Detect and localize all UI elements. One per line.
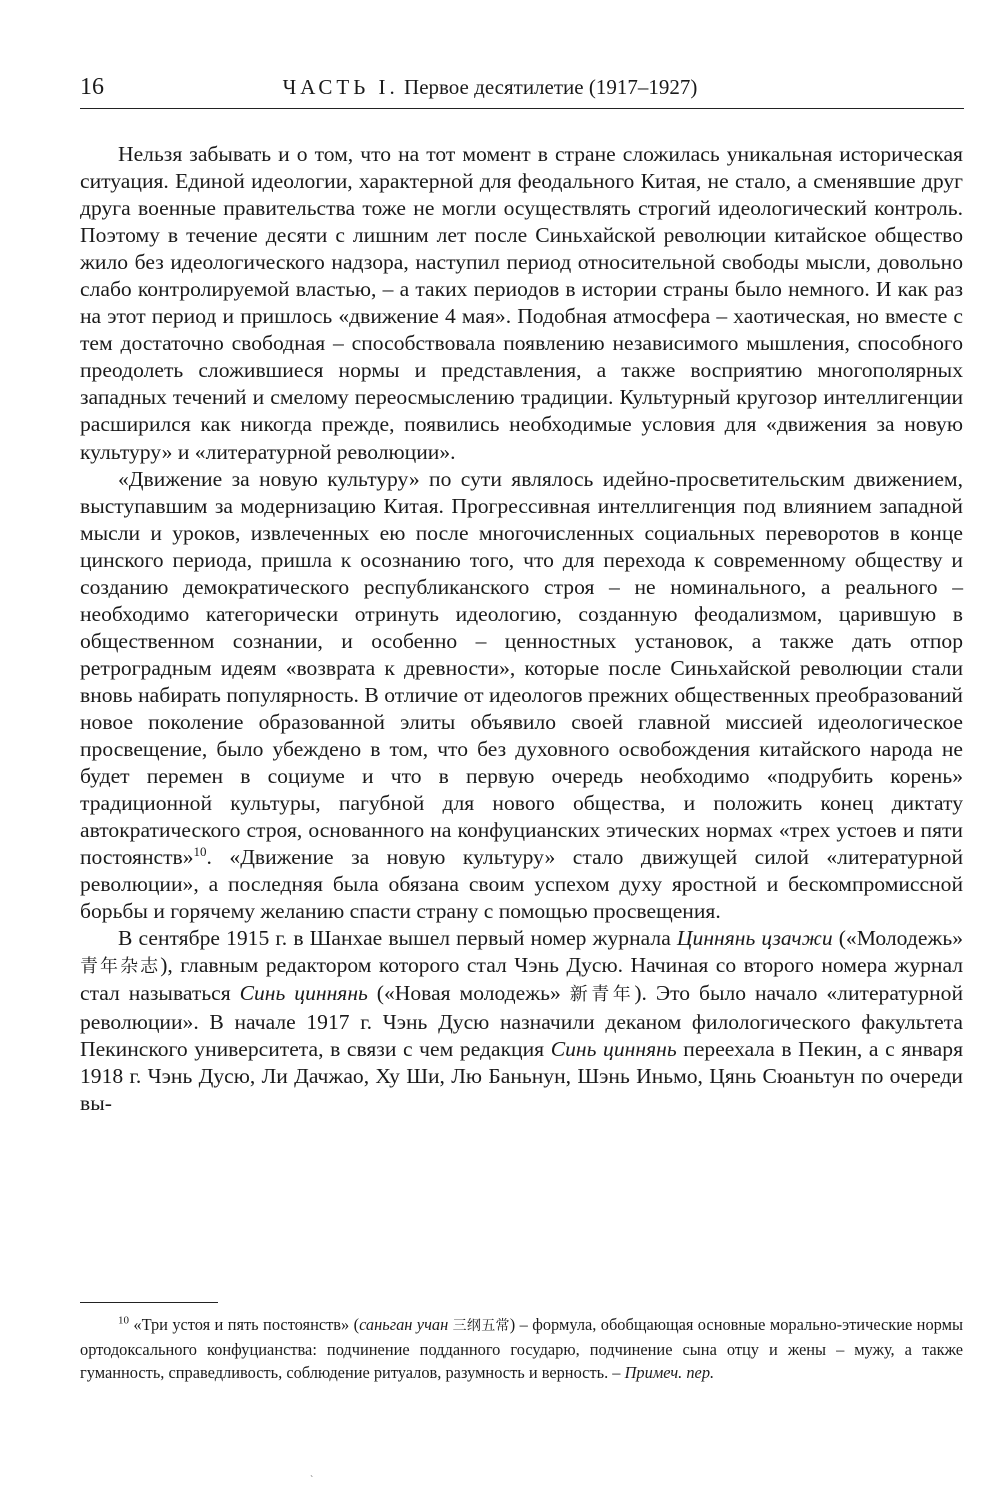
footnote-text-b: ) – формула, обобщающая основные морально-этические нормы ортодоксального конфуцианства: подчинение подданного государю, подчинение сына отцу и жены – мужу, а также гуманность, справедливость, соблюдение ритуалов, разумность и верность. – (80, 1315, 963, 1382)
chinese-title-2: 新青年 (569, 984, 635, 1006)
part-label: ЧАСТЬ I. (282, 75, 399, 99)
running-title (80, 72, 900, 102)
footnote-separator (80, 1302, 218, 1303)
journal-title-1: Циннянь цзачжи (676, 926, 833, 951)
chinese-title-1: 青年杂志 (80, 956, 161, 978)
footnote-number: 10 (118, 1314, 129, 1327)
footnote-10 (80, 1313, 963, 1384)
paragraph-3-text-c: ), главным редактором которого стал Чэнь Дусю. Начиная со второго номера журнал стал называться (80, 953, 963, 1006)
section-title: Первое десятилетие (1917–1927) (404, 75, 698, 99)
paragraph-2-text: «Движение за новую культуру» по сути являлось идейно-просветительским движением, выступавшим за модернизацию Китая. Прогрессивная интеллигенция под влиянием западной мысли и уроков, извлеченных ею после многочисленных социальных переворотов в конце цинского периода, пришла к осознанию того, что для перехода к современному обществу и созданию демократического республиканского строя – не номинального, а реального – необходимо категорически отринуть идеологию, созданную феодализмом, царившую в общественном сознании, и особенно – ценностных установок, а также дать отпор ретроградным идеям «возврата к древности», которые после Синьхайской революции стали вновь набирать популярность. В отличие от идеологов прежних общественных преобразований новое поколение образованной элиты объявило своей главной миссией идеологическое просвещение, было убеждено в том, что без духовного освобождения китайского народа не будет перемен в социуме и что в первую очередь необходимо «подрубить корень» традиционной культуры, пагубной для нового общества, и положить конец диктату автократического строя, основанного на конфуцианских этических нормах «трех устоев и пяти постоянств» (80, 466, 963, 870)
translator-note: Примеч. пер. (624, 1363, 715, 1382)
paragraph-2-tail: . «Движение за новую культуру» стало движущей силой «литературной революции», а последняя была обязана своим успехом духу яростной и бескомпромиссной борьбы и горячему желанию спасти страну с помощью просвещения. (80, 845, 963, 924)
main-text (80, 141, 963, 1117)
paragraph-3-text-e: ). Это было начало «литературной революции». В начале 1917 г. Чэнь Дусю назначили деканом филологического факультета Пекинского университета, в связи с чем редакция (80, 981, 964, 1061)
paragraph-3-text-d: («Новая молодежь» (367, 981, 570, 1006)
paragraph-1: Нельзя забывать и о том, что на тот момент в стране сложилась уникальная историческая ситуация. Единой идеологии, характерной для феодального Китая, не стало, а сменявшие друг друга военные правительства тоже не могли осуществлять строгий идеологический контроль. Поэтому в течение десяти с лишним лет после Синьхайской революции китайское общество жило без идеологического надзора, наступил период относительной свободы мысли, довольно слабо контролируемой властью, – а таких периодов в истории страны было немного. И как раз на этот период и пришлось «движение 4 мая». Подобная атмосфера – хаотическая, но вместе с тем достаточно свободная – способствовала появлению независимого мышления, способного преодолеть сложившиеся нормы и представления, а также восприятию многополярных западных течений и смелому переосмыслению традиции. Культурный кругозор интеллигенции расширился как никогда прежде, появились необходимые условия для «движения за новую культуру» и «литературной революции». (80, 142, 963, 464)
footnote-text-a: «Три устоя и пять постоянств» ( (129, 1315, 360, 1334)
journal-title-3: Синь циннянь (550, 1036, 677, 1061)
footnote-term: саньган учан (359, 1315, 449, 1334)
scan-speck: ` (310, 1475, 314, 1486)
paragraph-3 (80, 925, 963, 1116)
paragraph-3-text-a: В сентябре 1915 г. в Шанхае вышел первый номер журнала (118, 926, 677, 951)
footnote (80, 1313, 963, 1384)
page-number: 16 (80, 74, 104, 100)
footnote-reference[interactable]: 10 (193, 844, 207, 860)
footnote-chinese-term: 三纲五常 (452, 1318, 510, 1334)
paragraph-3-text-f: переехала в Пекин, а с января 1918 г. Чэнь Дусю, Ли Дачжао, Ху Ши, Лю Баньнун, Шэнь Иньмо, Цянь Сюаньтун по очереди вы- (80, 1036, 963, 1115)
paragraph-2 (80, 466, 963, 926)
paragraph-3-text-b: («Молодежь» (832, 926, 963, 951)
header-rule (80, 108, 964, 109)
journal-title-2: Синь циннянь (239, 981, 368, 1006)
running-header (80, 72, 964, 108)
